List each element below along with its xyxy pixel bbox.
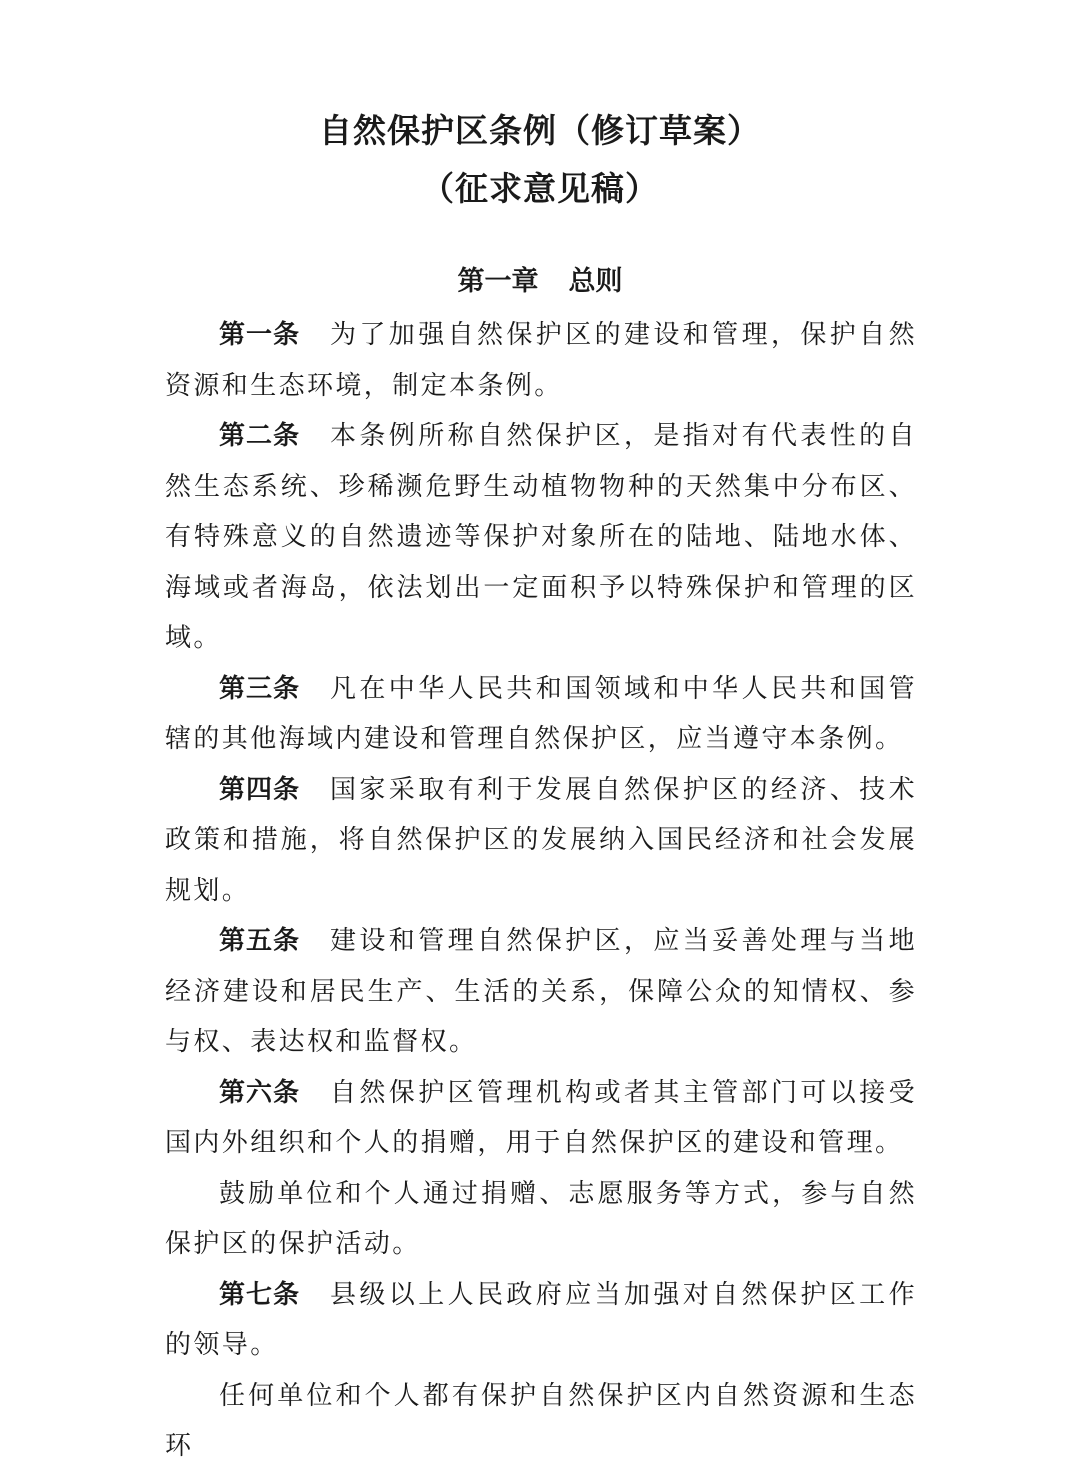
article-number: 第四条 [219, 774, 300, 805]
article-number: 第六条 [219, 1077, 300, 1108]
article-text: 为了加强自然保护区的建设和管理，保护自然资源和生态环境，制定本条例。 [165, 320, 917, 401]
article-number: 第五条 [219, 926, 300, 956]
article-text: 本条例所称自然保护区，是指对有代表性的自然生态系统、珍稀濒危野生动植物物种的天然集中分布区、有特殊意义的自然遗迹等保护对象所在的陆地、陆地水体、海域或者海岛，依法划出一定面积予以特殊保护和管理的区域。 [165, 421, 917, 653]
continuation-paragraph [165, 1371, 917, 1472]
article-paragraph [165, 916, 917, 1068]
title-line-2: （征求意见稿） [421, 169, 659, 208]
chapter-heading [0, 262, 1080, 302]
article-text: 凡在中华人民共和国领域和中华人民共和国管辖的其他海域内建设和管理自然保护区，应当遵守本条例。 [165, 673, 917, 754]
article-text: 自然保护区管理机构或者其主管部门可以接受国内外组织和个人的捐赠，用于自然保护区的建设和管理。 [165, 1077, 917, 1158]
paragraph-text: 任何单位和个人都有保护自然保护区内自然资源和生态环 [165, 1380, 917, 1461]
article-paragraph [165, 411, 917, 664]
article-number: 第一条 [219, 320, 300, 350]
chapter-number: 第一章 [457, 266, 539, 297]
article-text: 县级以上人民政府应当加强对自然保护区工作的领导。 [165, 1279, 917, 1360]
paragraph-text: 鼓励单位和个人通过捐赠、志愿服务等方式，参与自然保护区的保护活动。 [165, 1178, 917, 1259]
article-text: 国家采取有利于发展自然保护区的经济、技术政策和措施，将自然保护区的发展纳入国民经济和社会发展规划。 [165, 774, 917, 906]
article-number: 第三条 [219, 673, 300, 704]
article-paragraph [165, 664, 917, 765]
continuation-paragraph [165, 1169, 917, 1270]
article-number: 第七条 [219, 1279, 300, 1310]
article-paragraph [165, 1270, 917, 1371]
document-body [165, 310, 917, 1472]
article-paragraph [165, 1068, 917, 1169]
article-paragraph [165, 765, 917, 917]
article-number: 第二条 [219, 421, 300, 451]
article-text: 建设和管理自然保护区，应当妥善处理与当地经济建设和居民生产、生活的关系，保障公众的知情权、参与权、表达权和监督权。 [165, 926, 917, 1057]
document-title [0, 102, 1080, 218]
article-paragraph [165, 310, 917, 411]
chapter-name: 总则 [568, 266, 623, 297]
title-line-1: 自然保护区条例（修订草案） [319, 111, 761, 150]
